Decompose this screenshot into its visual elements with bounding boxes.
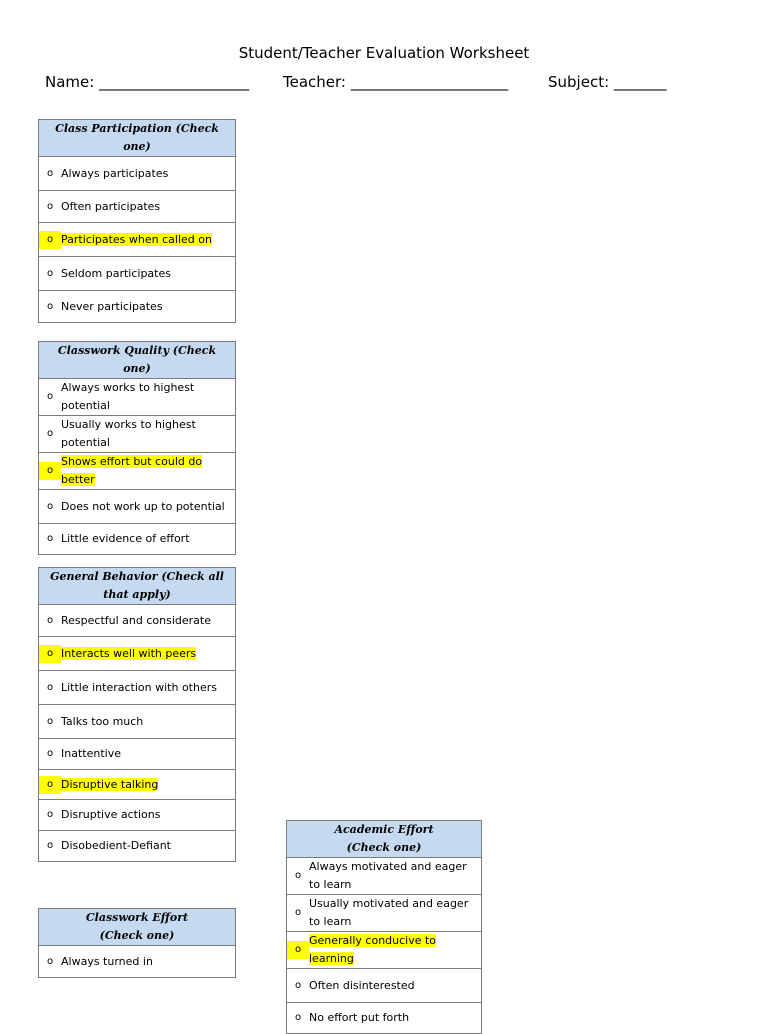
checklist-cell[interactable] [39,416,236,453]
checklist-item-label: No effort put forth [309,1011,410,1024]
checkbox-bullet-icon[interactable]: o [294,907,302,918]
checklist-row[interactable] [39,524,236,555]
subject-field[interactable]: Subject: _______ [548,73,667,91]
checkbox-bullet-icon[interactable]: o [39,462,61,480]
checklist-cell[interactable] [39,671,236,705]
checklist-cell[interactable] [287,1003,482,1034]
checklist-item-label: Little evidence of effort [61,532,190,545]
table-heading [39,909,236,946]
checkbox-bullet-icon[interactable]: o [46,428,54,439]
checkbox-bullet-icon[interactable]: o [46,300,54,312]
checkbox-bullet-icon[interactable]: o [46,715,54,727]
checklist-item-label: Usually motivated and eager to learn [309,897,469,928]
checklist-cell[interactable] [39,453,236,490]
checkbox-bullet-icon[interactable]: o [46,809,54,820]
checklist-item-label [61,231,216,249]
checkbox-bullet-icon[interactable]: o [294,1012,302,1023]
checklist-row[interactable] [39,157,236,191]
checklist-item-label [309,932,481,968]
highlighted-text: Shows effort but could do better [61,455,203,486]
checklist-row[interactable] [39,705,236,739]
table-heading: Classwork Quality (Check one) [39,342,236,379]
checkbox-bullet-icon[interactable]: o [46,681,54,693]
checklist-cell[interactable] [39,637,236,671]
checklist-item-label [61,776,162,794]
checklist-cell[interactable] [39,524,236,555]
checkbox-bullet-icon[interactable]: o [46,267,54,279]
checkbox-bullet-icon[interactable]: o [46,840,54,851]
checklist-row[interactable] [39,223,236,257]
checklist-cell[interactable] [39,257,236,291]
checkbox-bullet-icon[interactable]: o [46,200,54,212]
checklist-item-label [61,453,235,489]
checkbox-bullet-icon[interactable]: o [287,941,309,959]
checkbox-bullet-icon[interactable]: o [39,231,61,249]
checklist-item-label: Respectful and considerate [61,613,211,627]
heading-line-2: (Check one) [346,841,422,854]
checklist-row[interactable] [287,932,482,969]
academic-effort-table [286,820,482,1034]
checklist-item-label: Little interaction with others [61,680,217,694]
teacher-field[interactable]: Teacher: _____________________ [283,73,509,91]
checkbox-bullet-icon[interactable]: o [46,748,54,759]
checklist-row[interactable] [39,831,236,862]
checklist-item-label: Usually works to highest potential [61,418,196,449]
checklist-cell[interactable] [39,831,236,862]
classwork-quality-table [38,341,236,555]
checklist-row[interactable] [287,858,482,895]
checklist-row[interactable] [39,257,236,291]
table-heading [287,821,482,858]
checklist-item-label: Disobedient-Defiant [61,839,171,852]
checklist-row[interactable] [39,946,236,978]
class-participation-table [38,119,236,323]
general-behavior-table [38,567,236,862]
checklist-row[interactable] [39,379,236,416]
checklist-item-label: Disruptive actions [61,808,161,821]
name-field[interactable]: Name: ____________________ [45,73,250,91]
classwork-effort-table [38,908,236,978]
checklist-item-label: Never participates [61,299,163,313]
checklist-cell[interactable] [39,770,236,800]
checklist-item-label: Always turned in [61,954,153,968]
checkbox-bullet-icon[interactable]: o [46,500,54,512]
checklist-item-label: Always works to highest potential [61,381,195,412]
highlighted-text: Disruptive talking [61,777,159,791]
checklist-cell[interactable] [39,157,236,191]
highlighted-text: Generally conducive to learning [309,934,437,965]
checklist-item-label [61,645,200,663]
checkbox-bullet-icon[interactable]: o [294,870,302,881]
checklist-row[interactable] [39,800,236,831]
checkbox-bullet-icon[interactable]: o [46,167,54,179]
checklist-cell[interactable] [39,291,236,323]
checklist-row[interactable] [39,191,236,223]
checklist-row[interactable] [39,416,236,453]
checklist-row[interactable] [287,1003,482,1034]
checklist-item-label: Often participates [61,199,161,213]
checkbox-bullet-icon[interactable]: o [46,391,54,402]
checklist-cell[interactable] [287,932,482,969]
checklist-row[interactable] [287,895,482,932]
checklist-cell[interactable] [39,705,236,739]
checklist-item-label: Inattentive [61,747,121,760]
checklist-row[interactable] [39,739,236,770]
worksheet-title: Student/Teacher Evaluation Worksheet [238,44,530,62]
checkbox-bullet-icon[interactable]: o [46,955,54,967]
checklist-cell[interactable] [39,223,236,257]
checklist-row[interactable] [39,490,236,524]
checklist-item-label: Does not work up to potential [61,499,225,513]
highlighted-text: Interacts well with peers [61,646,197,660]
checklist-cell[interactable] [287,895,482,932]
checklist-cell[interactable] [39,946,236,978]
checklist-cell[interactable] [39,379,236,416]
checklist-item-label: Always participates [61,166,169,180]
checklist-row[interactable] [39,637,236,671]
checklist-cell[interactable] [39,800,236,831]
checkbox-bullet-icon[interactable]: o [39,776,61,794]
checklist-cell[interactable] [39,490,236,524]
checklist-row[interactable] [39,671,236,705]
checklist-cell[interactable] [287,858,482,895]
heading-line-1: Classwork Effort [85,911,189,924]
checklist-item-label: Talks too much [61,714,144,728]
checklist-cell[interactable] [39,191,236,223]
checklist-cell[interactable] [39,739,236,770]
checkbox-bullet-icon[interactable]: o [46,614,54,626]
checklist-row[interactable] [39,453,236,490]
checklist-row[interactable] [39,605,236,637]
checklist-item-label: Always motivated and eager to learn [309,860,467,891]
checklist-row[interactable] [39,770,236,800]
checklist-row[interactable] [39,291,236,323]
checkbox-bullet-icon[interactable]: o [39,645,61,663]
table-heading: General Behavior (Check all that apply) [39,568,236,605]
heading-line-1: Academic Effort [334,823,434,836]
checklist-row[interactable] [287,969,482,1003]
table-heading: Class Participation (Check one) [39,120,236,157]
checklist-cell[interactable] [39,605,236,637]
checklist-item-label: Seldom participates [61,266,171,280]
checkbox-bullet-icon[interactable]: o [294,979,302,991]
checkbox-bullet-icon[interactable]: o [46,533,54,544]
checklist-item-label: Often disinterested [309,978,415,992]
checklist-cell[interactable] [287,969,482,1003]
highlighted-text: Participates when called on [61,232,212,246]
heading-line-2: (Check one) [99,929,175,942]
